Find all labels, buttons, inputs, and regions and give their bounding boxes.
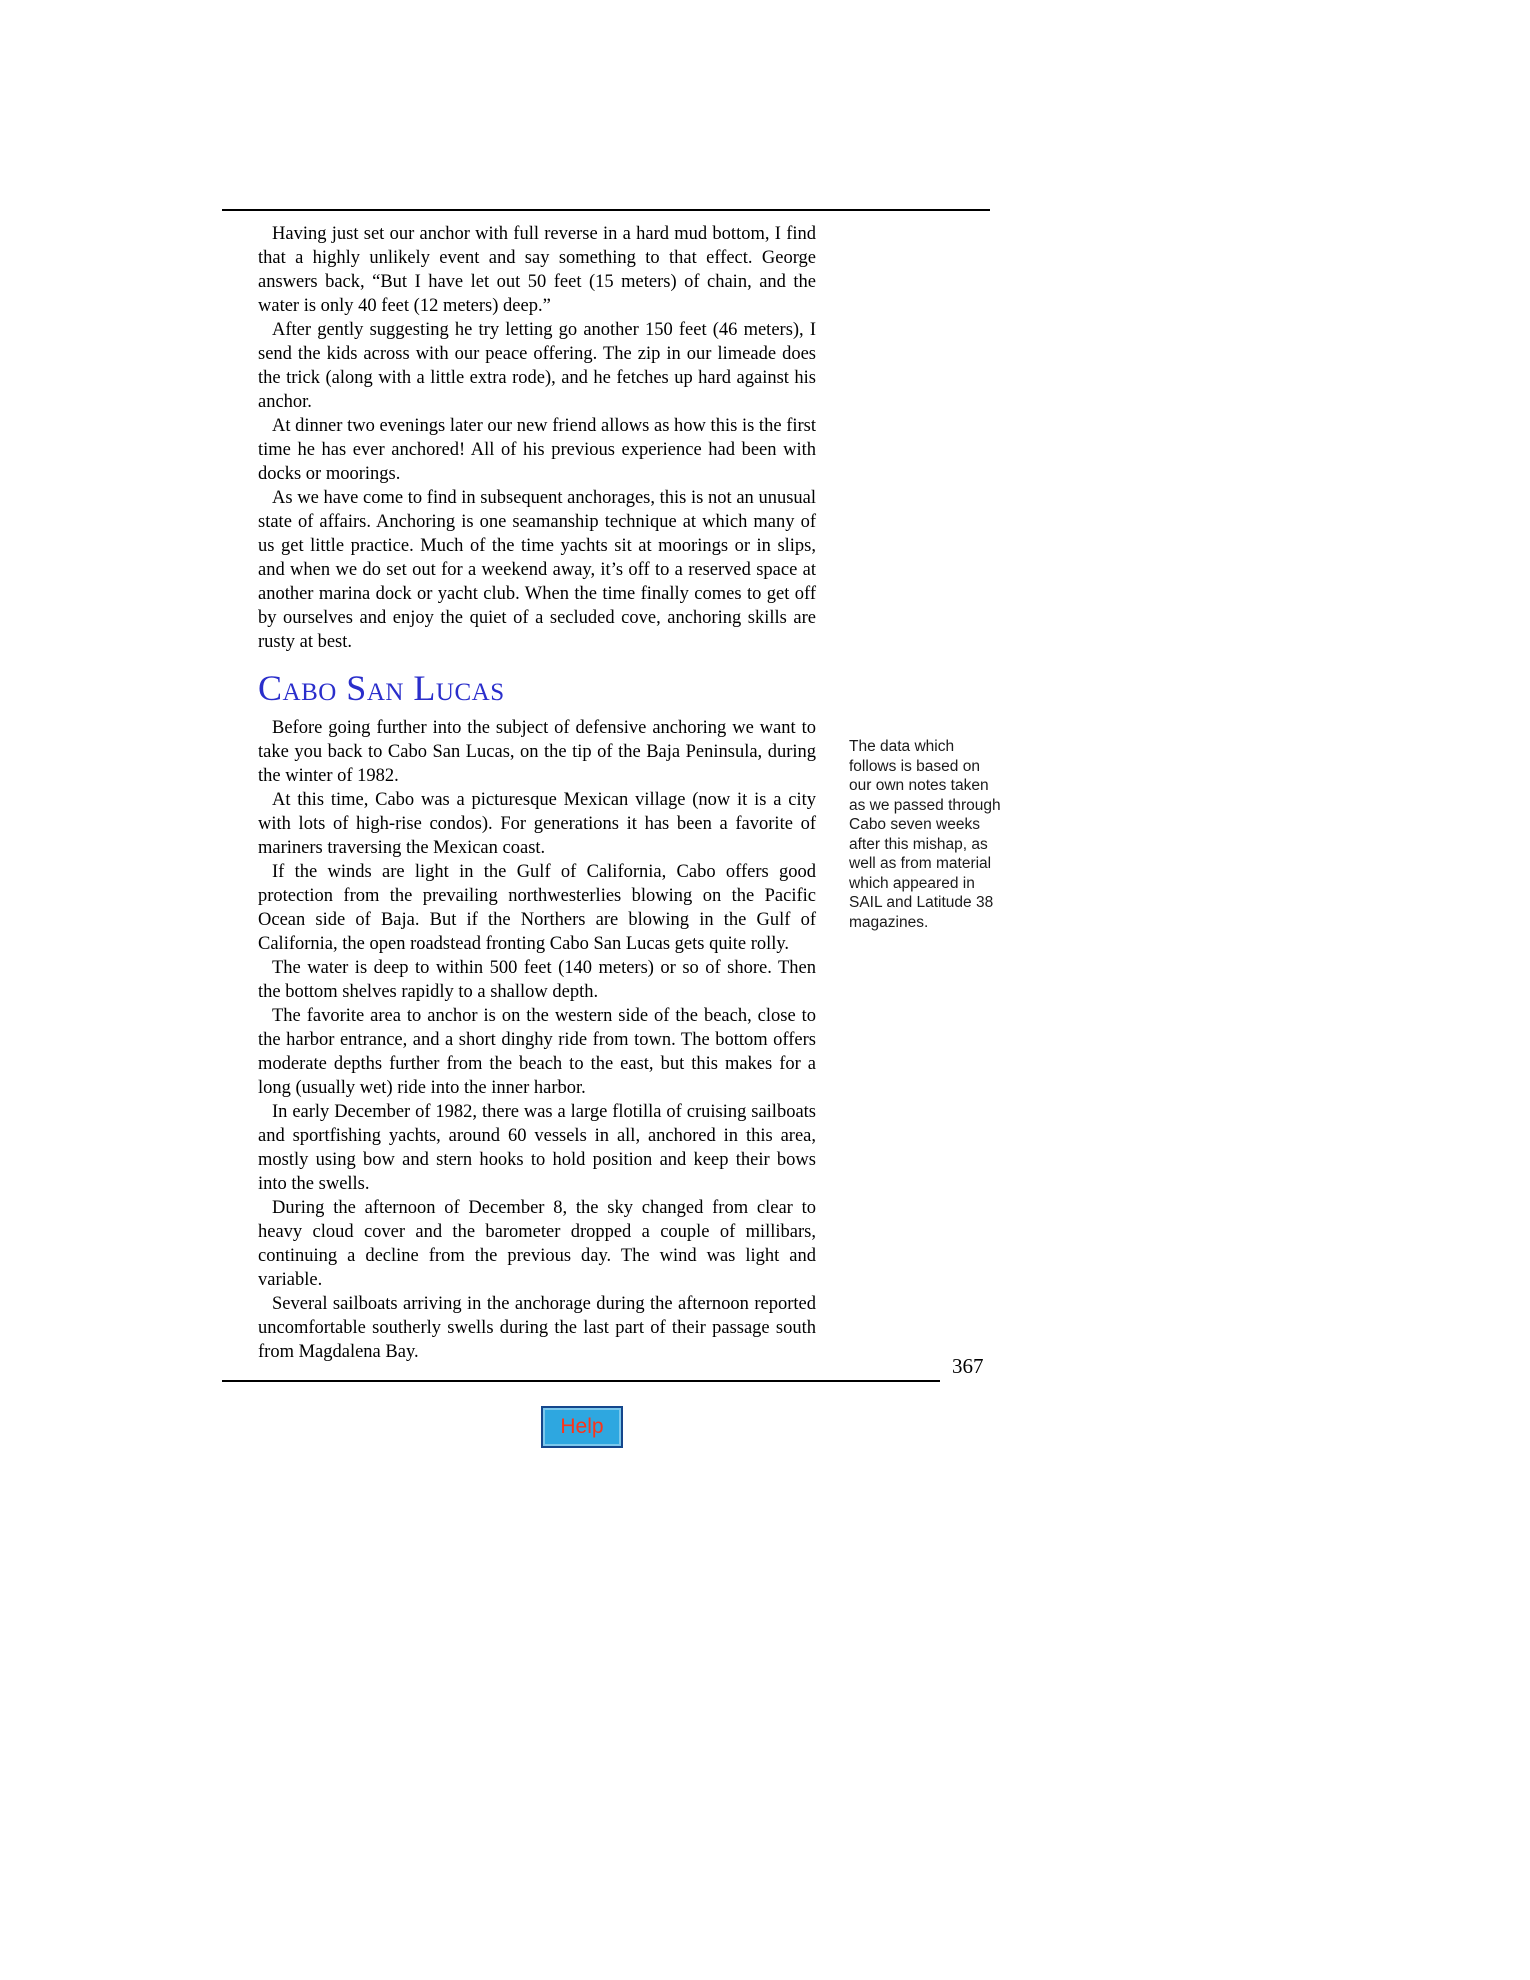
paragraph: At this time, Cabo was a picturesque Mexican village (now it is a city with lots of high-rise condos). For generations it has been a favorite of mariners traversing the Mexican coast.	[258, 790, 816, 858]
bottom-rule	[222, 1380, 940, 1382]
paragraph: Having just set our anchor with full reverse in a hard mud bottom, I find that a highly unlikely event and say something to that effect. George answers back, “But I have let out 50 feet (15 meters) of chain, and the water is only 40 feet (12 meters) deep.”	[258, 224, 816, 316]
paragraph: Before going further into the subject of defensive anchoring we want to take you back to Cabo San Lucas, on the tip of the Baja Peninsula, during the winter of 1982.	[258, 718, 816, 786]
paragraph: After gently suggesting he try letting go another 150 feet (46 meters), I send the kids across with our peace offering. The zip in our limeade does the trick (along with a little extra rode), and he fetches up hard against his anchor.	[258, 320, 816, 412]
help-button[interactable]	[541, 1406, 623, 1448]
paragraph: At dinner two evenings later our new friend allows as how this is the first time he has ever anchored! All of his previous experience had been with docks or moorings.	[258, 416, 816, 484]
paragraph: During the afternoon of December 8, the sky changed from clear to heavy cloud cover and the barometer dropped a couple of millibars, continuing a decline from the previous day. The wind was light and variable.	[258, 1198, 816, 1290]
paragraph: Several sailboats arriving in the anchorage during the afternoon reported uncomfortable southerly swells during the last part of their passage south from Magdalena Bay.	[258, 1294, 816, 1362]
paragraph: The favorite area to anchor is on the western side of the beach, close to the harbor entrance, and a short dinghy ride from town. The bottom offers moderate depths further from the beach to the east, but this makes for a long (usually wet) ride into the inner harbor.	[258, 1006, 816, 1098]
paragraph: The water is deep to within 500 feet (140 meters) or so of shore. Then the bottom shelves rapidly to a shallow depth.	[258, 958, 816, 1002]
help-button-label: Help	[560, 1415, 604, 1438]
paragraph: As we have come to find in subsequent anchorages, this is not an unusual state of affairs. Anchoring is one seamanship technique at which many of us get little practice. Much of the time yachts sit at moorings or in slips, and when we do set out for a weekend away, it’s off to a reserved space at another marina dock or yacht club. When the time finally comes to get off by ourselves and enjoy the quiet of a secluded cove, anchoring skills are rusty at best.	[258, 488, 816, 652]
page-number: 367	[952, 1354, 984, 1378]
section-heading: Cabo San Lucas	[258, 668, 505, 708]
top-rule	[222, 209, 990, 211]
paragraph: In early December of 1982, there was a large flotilla of cruising sailboats and sportfishing yachts, around 60 vessels in all, anchored in this area, mostly using bow and stern hooks to hold position and keep their bows into the swells.	[258, 1102, 816, 1194]
main-text-column	[258, 222, 816, 1364]
paragraph: If the winds are light in the Gulf of California, Cabo offers good protection from the prevailing northwesterlies blowing on the Pacific Ocean side of Baja. But if the Northers are blowing in the Gulf of California, the open roadstead fronting Cabo San Lucas gets quite rolly.	[258, 862, 816, 954]
margin-note: The data which follows is based on our own notes taken as we passed through Cabo seven weeks after this mishap, as well as from material which appeared in SAIL and Latitude 38 magazines.	[849, 738, 1001, 931]
